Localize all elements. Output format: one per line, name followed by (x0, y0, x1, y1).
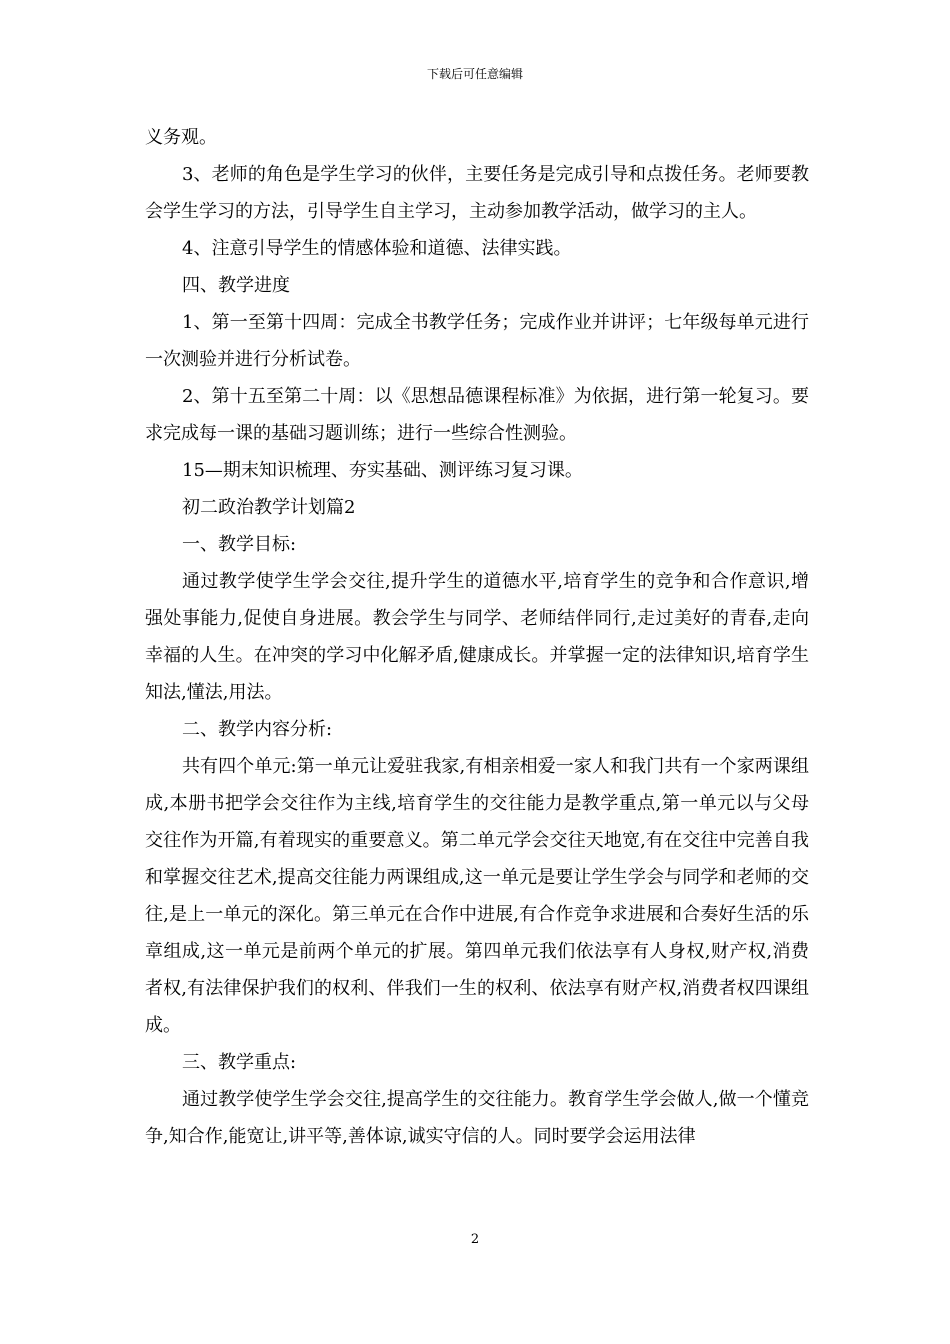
section-heading: 三、教学重点: (182, 1052, 297, 1073)
page-header: 下载后可任意编辑 (426, 67, 523, 81)
document-body (145, 119, 809, 1155)
section-heading: 四、教学进度 (182, 275, 290, 296)
paragraph: 3、老师的角色是学生学习的伙伴，主要任务是完成引导和点拨任务。老师要教会学生学习的方法，引导学生自主学习，主动参加教学活动，做学习的主人。 (145, 164, 809, 222)
paragraph: 义务观。 (145, 127, 217, 148)
section-heading: 一、教学目标: (182, 534, 297, 555)
paragraph: 共有四个单元:第一单元让爱驻我家,有相亲相爱一家人和我门共有一个家两课组成,本册书把学会交往作为主线,培育学生的交往能力是教学重点,第一单元以与父母交往作为开篇,有着现实的重要意义。第二单元学会交往天地宽,有在交往中完善自我和掌握交往艺术,提高交往能力两课组成,这一单元是要让学生学会与同学和老师的交往,是上一单元的深化。第三单元在合作中进展,有合作竞争求进展和合奏好生活的乐章组成,这一单元是前两个单元的扩展。第四单元我们依法享有人身权,财产权,消费者权,有法律保护我们的权利、伴我们一生的权利、依法享有财产权,消费者权四课组成。 (145, 756, 809, 1036)
paragraph: 通过教学使学生学会交往,提高学生的交往能力。教育学生学会做人,做一个懂竞争,知合作,能宽让,讲平等,善体谅,诚实守信的人。同时要学会运用法律 (145, 1089, 809, 1147)
paragraph: 4、注意引导学生的情感体验和道德、法律实践。 (182, 238, 572, 259)
paragraph: 2、第十五至第二十周：以《思想品德课程标准》为依据，进行第一轮复习。要求完成每一课的基础习题训练；进行一些综合性测验。 (145, 386, 809, 444)
paragraph: 通过教学使学生学会交往,提升学生的道德水平,培育学生的竞争和合作意识,增强处事能力,促使自身进展。教会学生与同学、老师结伴同行,走过美好的青春,走向幸福的人生。在冲突的学习中化解矛盾,健康成长。并掌握一定的法律知识,培育学生知法,懂法,用法。 (145, 571, 809, 703)
page-number: 2 (470, 1232, 480, 1247)
paragraph: 15—期末知识梳理、夯实基础、测评练习复习课。 (182, 460, 583, 481)
paragraph: 1、第一至第十四周：完成全书教学任务；完成作业并讲评；七年级每单元进行一次测验并进行分析试卷。 (145, 312, 809, 370)
article-title: 初二政治教学计划篇2 (182, 497, 356, 518)
section-heading: 二、教学内容分析: (182, 719, 333, 740)
